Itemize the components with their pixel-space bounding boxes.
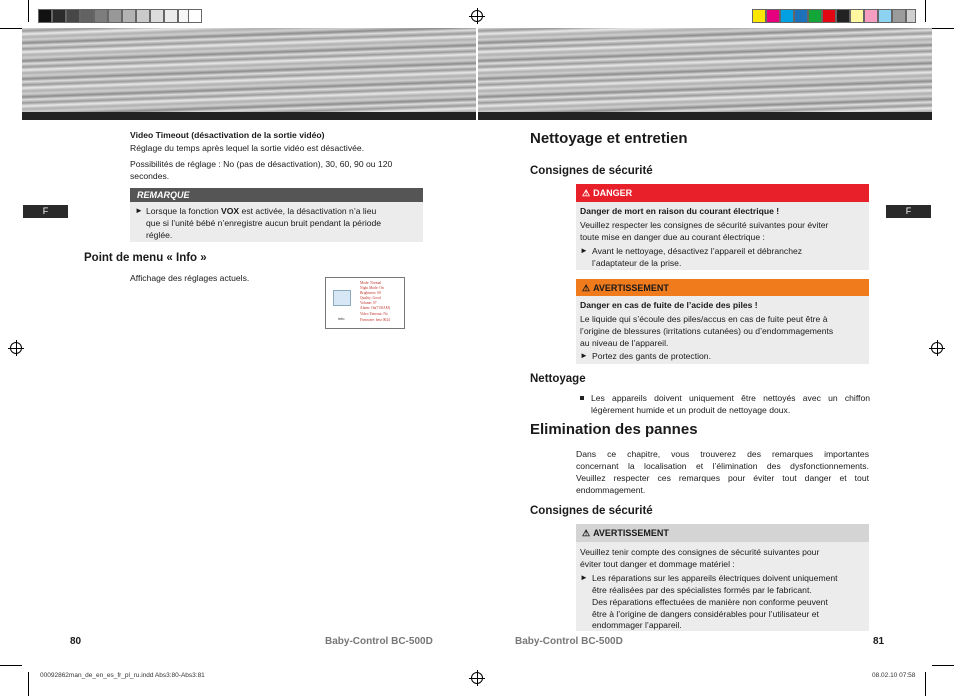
video-timeout-text: Réglage du temps après lequel la sortie vidéo est désactivée. xyxy=(130,143,365,153)
warning-text: Le liquide qui s’écoule des piles/accus en cas de fuite peut être à xyxy=(580,314,828,324)
danger-title: Danger de mort en raison du courant électrique ! xyxy=(580,206,780,216)
crop-mark xyxy=(932,665,954,666)
warning2-bullet: être réalisées par des spécialistes formés par le fabricant. xyxy=(592,585,812,595)
troubleshooting-text: concernant la localisation et l’élimination des dysfonctionnements. xyxy=(576,461,869,471)
page-number-right: 81 xyxy=(873,636,885,647)
note-text: est activée, la désactivation n’a lieu xyxy=(239,206,377,216)
warning-triangle-icon: ⚠ xyxy=(582,283,591,293)
nettoyage-text: Les appareils doivent uniquement être nettoyés avec un chiffon xyxy=(591,393,870,403)
info-screen-line: Night Mode: On xyxy=(360,286,384,290)
bullet-arrow-icon: ► xyxy=(580,246,588,255)
video-timeout-options: Possibilités de réglage : No (pas de désactivation), 30, 60, 90 ou 120 xyxy=(130,159,393,169)
warning2-bullet: Des réparations effectuées de manière non conforme peuvent xyxy=(592,597,828,607)
warning2-bullet: endommager l’appareil. xyxy=(592,620,682,630)
note-header: REMARQUE xyxy=(130,188,423,202)
info-text: Affichage des réglages actuels. xyxy=(130,273,250,283)
danger-text: toute mise en danger due au courant électrique : xyxy=(580,232,765,242)
warning-header-label xyxy=(582,283,669,294)
nettoyage-heading: Nettoyage xyxy=(530,373,586,385)
warning2-bullet: être à l’origine de dangers considérables pour l’utilisateur et xyxy=(592,609,819,619)
nettoyage-text-cont: légèrement humide et un produit de nettoyage doux. xyxy=(591,405,791,415)
date-slug: 08.02.10 07:58 xyxy=(872,672,916,679)
troubleshooting-text: Veuillez respecter ces remarques pour éviter tout danger et tout xyxy=(576,473,869,483)
warning-bullet: Portez des gants de protection. xyxy=(592,351,711,361)
info-screen-icon-label: info xyxy=(338,316,345,321)
warning2-bullet: Les réparations sur les appareils électriques doivent uniquement xyxy=(592,573,838,583)
danger-header-label xyxy=(582,188,632,199)
file-slug: 00092862man_de_en_es_fr_pl_ru.indd Abs3:80-Abs3:81 xyxy=(40,672,205,679)
note-text: Lorsque la fonction xyxy=(146,206,222,216)
info-screen-line: Mode: Normal xyxy=(360,281,382,285)
header-rule-right xyxy=(478,112,932,120)
warning-title: Danger en cas de fuite de l’acide des piles ! xyxy=(580,300,758,310)
danger-text: Veuillez respecter les consignes de sécurité suivantes pour éviter xyxy=(580,220,829,230)
warning-triangle-icon: ⚠ xyxy=(582,528,591,538)
registration-mark-icon xyxy=(10,342,22,354)
page-number-left: 80 xyxy=(70,636,82,647)
header-rule-left xyxy=(22,112,476,120)
bullet-arrow-icon: ► xyxy=(580,573,588,582)
note-line-3: réglée. xyxy=(146,230,173,240)
note-line-2: que si l’unité bébé n’enregistre aucun bruit pendant la période xyxy=(146,218,382,228)
info-screen-line: Firmware: beta 0024 xyxy=(360,318,390,322)
warning-label: AVERTISSEMENT xyxy=(593,283,669,293)
product-name-right: Baby-Control BC-500D xyxy=(515,636,623,647)
danger-bullet-cont: l’adaptateur de la prise. xyxy=(592,258,682,268)
crop-mark xyxy=(0,28,22,29)
crop-mark xyxy=(28,672,29,696)
video-timeout-options-cont: secondes. xyxy=(130,171,170,181)
section-heading-cleaning: Nettoyage et entretien xyxy=(530,130,688,147)
language-tab-left: F xyxy=(23,205,68,218)
registration-mark-icon xyxy=(471,10,483,22)
warning2-text: éviter tout danger et dommage matériel : xyxy=(580,559,735,569)
header-band-right xyxy=(478,28,932,112)
info-screen-line: Alarm: On(7:00AM) xyxy=(360,306,391,310)
section-heading-troubleshooting: Elimination des pannes xyxy=(530,421,698,438)
safety-heading-2: Consignes de sécurité xyxy=(530,505,653,517)
info-screen-line: Video Timeout: No xyxy=(360,312,388,316)
warning2-text: Veuillez tenir compte des consignes de sécurité suivantes pour xyxy=(580,547,820,557)
info-screen-image xyxy=(325,277,405,329)
warning-text: au niveau de l’appareil. xyxy=(580,338,669,348)
info-screen-line: Brightness: 00 xyxy=(360,291,381,295)
header-band-left xyxy=(22,28,476,112)
bullet-arrow-icon: ► xyxy=(580,351,588,360)
bullet-arrow-icon: ► xyxy=(135,206,143,215)
note-line-1 xyxy=(146,205,376,217)
troubleshooting-text: Dans ce chapitre, vous trouverez des remarques importantes xyxy=(576,449,869,459)
warning-text: l’origine de blessures (irritations cutanées) ou d’endommagements xyxy=(580,326,834,336)
warning-label-2: AVERTISSEMENT xyxy=(593,528,669,538)
registration-mark-icon xyxy=(471,672,483,684)
danger-bullet: Avant le nettoyage, désactivez l’appareil et débranchez xyxy=(592,246,803,256)
safety-heading: Consignes de sécurité xyxy=(530,165,653,177)
registration-mark-icon xyxy=(931,342,943,354)
product-name-left: Baby-Control BC-500D xyxy=(325,636,433,647)
info-screen-icon xyxy=(333,290,351,306)
info-screen-line: Volume: 07 xyxy=(360,301,377,305)
note-vox: VOX xyxy=(221,206,240,216)
crop-mark xyxy=(932,28,954,29)
crop-mark xyxy=(28,0,29,22)
info-screen-line: Quality: Good xyxy=(360,296,381,300)
video-timeout-title: Video Timeout (désactivation de la sortie vidéo) xyxy=(130,130,325,140)
crop-mark xyxy=(0,665,22,666)
crop-mark xyxy=(925,0,926,22)
warning-header-label-2 xyxy=(582,528,669,539)
language-tab-right: F xyxy=(886,205,931,218)
square-bullet-icon xyxy=(580,396,584,400)
troubleshooting-text: endommagement. xyxy=(576,485,646,495)
danger-label: DANGER xyxy=(593,188,633,198)
info-heading: Point de menu « Info » xyxy=(84,252,207,264)
warning-triangle-icon: ⚠ xyxy=(582,188,591,198)
crop-mark xyxy=(925,672,926,696)
